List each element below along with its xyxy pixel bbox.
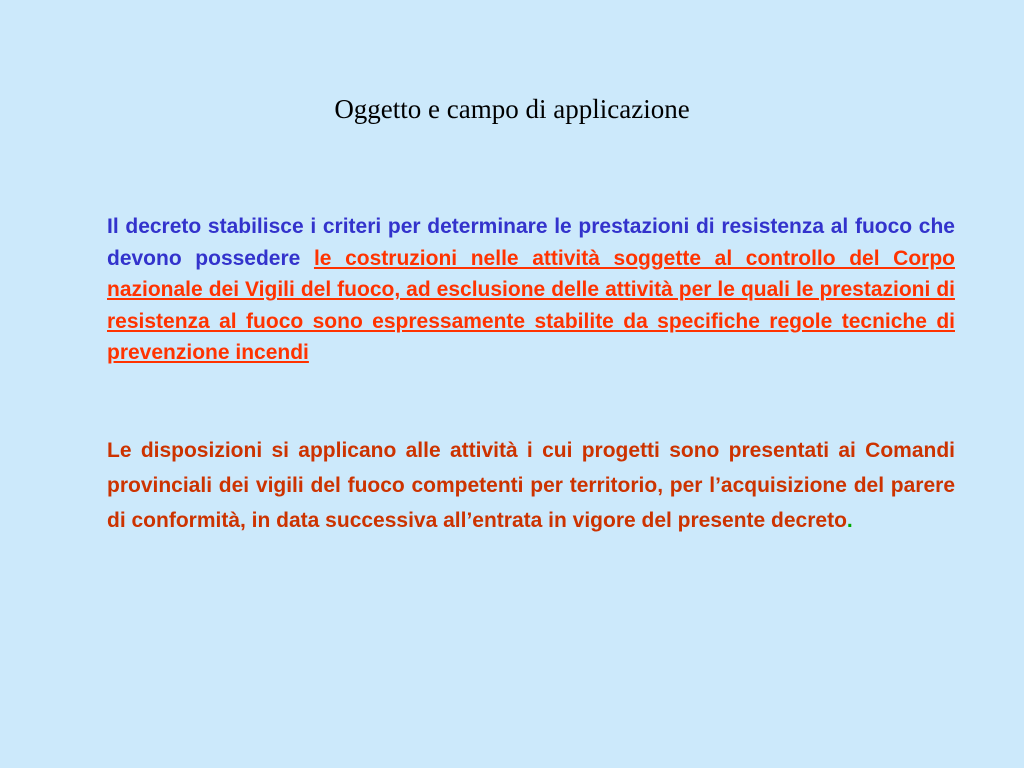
paragraph-application-end-mark: . — [846, 509, 853, 532]
paragraph-scope-lead: Il decreto stabilisce i criteri per determinare le prestazioni di resistenza al fuoco che devono possedere — [107, 215, 955, 270]
paragraph-scope-highlight: le costruzioni nelle attività soggette al controllo del Corpo nazionale dei Vigili del fuoco, ad esclusione delle attività per le quali le prestazioni di resistenza al fuoco sono espressamente stabilite da specifiche regole tecniche di prevenzione incendi — [107, 246, 955, 365]
paragraph-application — [107, 433, 955, 538]
slide-title: Oggetto e campo di applicazione — [334, 94, 690, 124]
paragraph-application-text: Le disposizioni si applicano alle attività i cui progetti sono presentati ai Comandi provinciali dei vigili del fuoco competenti per territorio, per l’acquisizione del parere di conformità, in data successiva all’entrata in vigore del presente decreto — [107, 439, 955, 532]
paragraph-scope — [107, 211, 955, 369]
